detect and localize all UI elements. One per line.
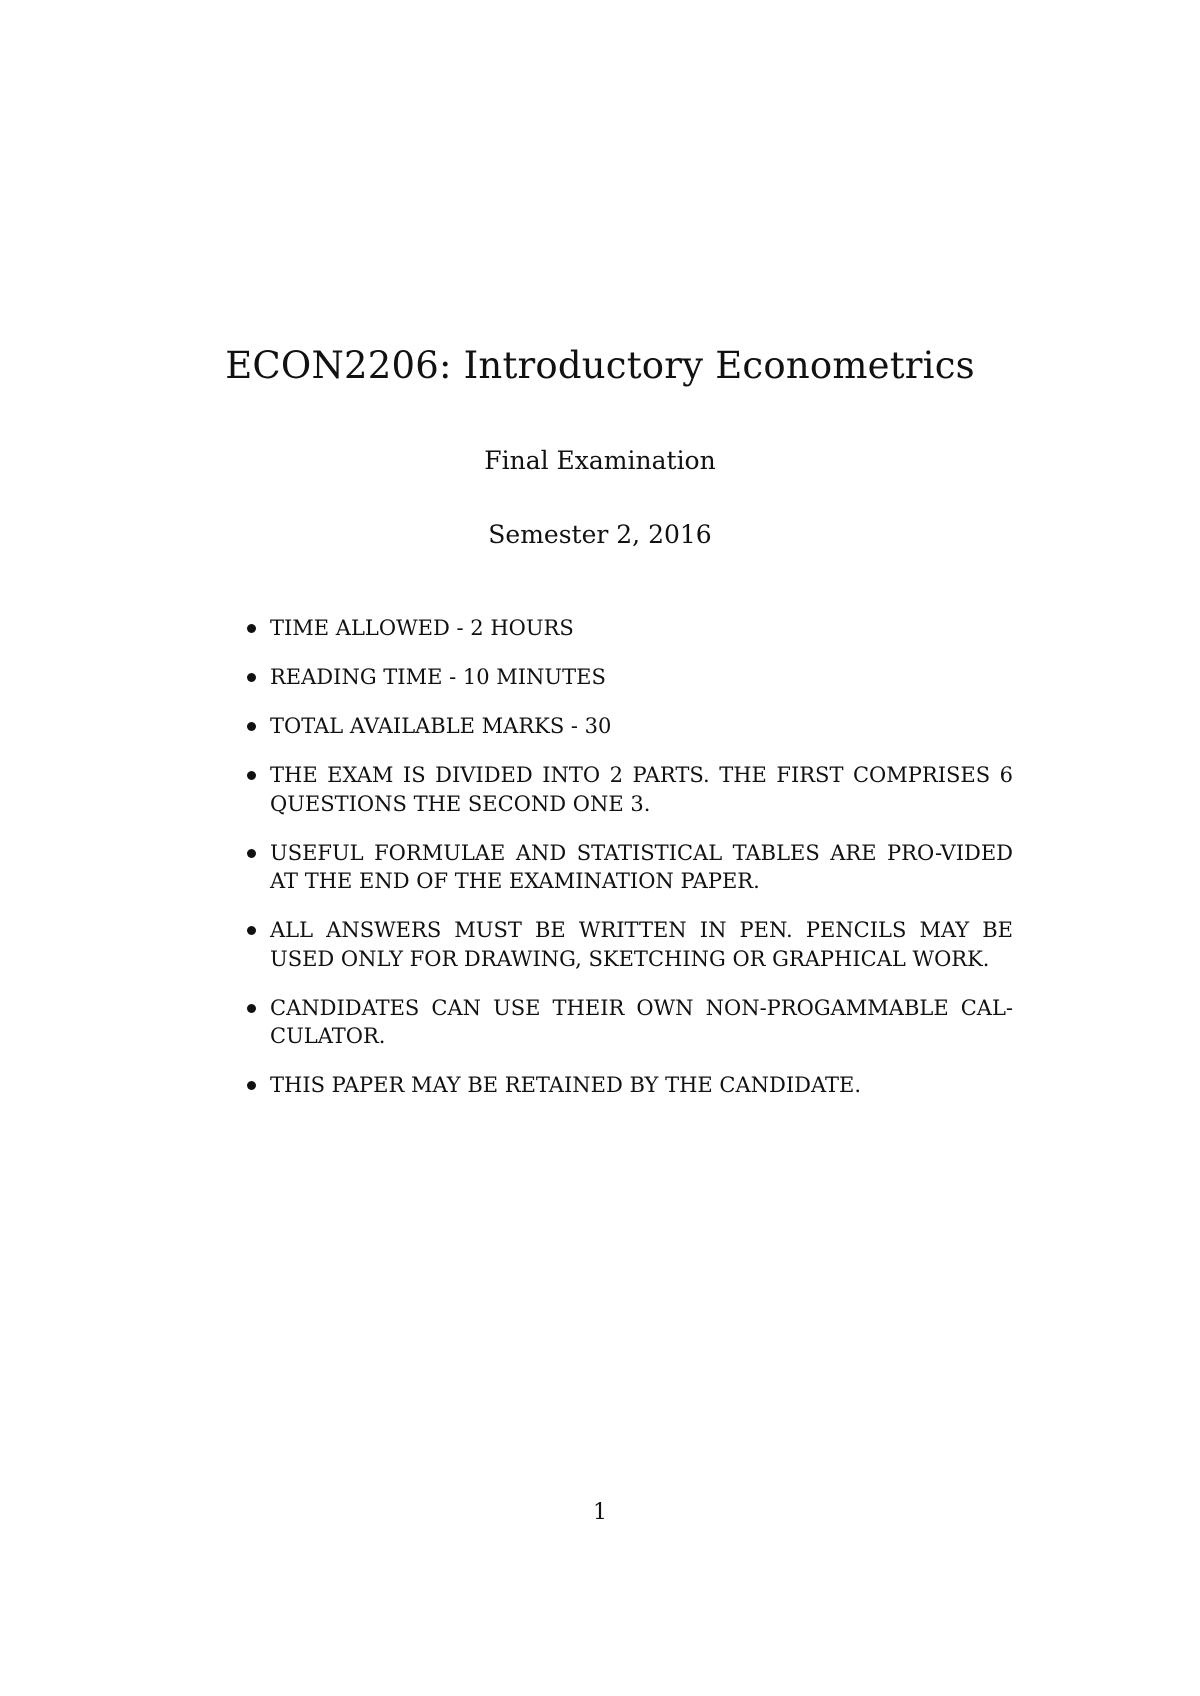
instruction-text: CANDIDATES CAN USE THEIR OWN NON-PROGAMMABLE CAL-CULATOR. <box>270 995 1013 1048</box>
exam-title: ECON2206: Introductory Econometrics <box>225 344 975 387</box>
instruction-item <box>243 712 1013 741</box>
bullet-icon <box>247 1081 256 1090</box>
instruction-text: ALL ANSWERS MUST BE WRITTEN IN PEN. PENCILS MAY BE USED ONLY FOR DRAWING, SKETCHING OR GRAPHICAL WORK. <box>270 918 1013 971</box>
exam-subtitle: Final Examination <box>484 446 716 475</box>
bullet-icon <box>247 926 256 935</box>
bullet-icon <box>247 624 256 633</box>
instruction-item <box>243 1071 1013 1100</box>
instruction-text: THIS PAPER MAY BE RETAINED BY THE CANDIDATE. <box>270 1073 861 1097</box>
instruction-text: TIME ALLOWED - 2 HOURS <box>270 616 574 640</box>
instruction-text: USEFUL FORMULAE AND STATISTICAL TABLES ARE PRO-VIDED AT THE END OF THE EXAMINATION PAPER. <box>270 840 1013 893</box>
page-number: 1 <box>593 1500 607 1525</box>
instruction-item <box>243 761 1013 818</box>
instruction-text: READING TIME - 10 MINUTES <box>270 665 606 689</box>
bullet-icon <box>247 1004 256 1013</box>
exam-instructions-list <box>243 614 1013 1120</box>
instruction-text: THE EXAM IS DIVIDED INTO 2 PARTS. THE FIRST COMPRISES 6 QUESTIONS THE SECOND ONE 3. <box>270 763 1013 816</box>
instruction-item <box>243 994 1013 1051</box>
bullet-icon <box>247 673 256 682</box>
bullet-icon <box>247 722 256 731</box>
bullet-icon <box>247 849 256 858</box>
instruction-item <box>243 614 1013 643</box>
instruction-item <box>243 916 1013 973</box>
bullet-icon <box>247 771 256 780</box>
instruction-text: TOTAL AVAILABLE MARKS - 30 <box>270 714 612 738</box>
exam-semester: Semester 2, 2016 <box>488 520 712 549</box>
instruction-item <box>243 663 1013 692</box>
instruction-item <box>243 839 1013 896</box>
